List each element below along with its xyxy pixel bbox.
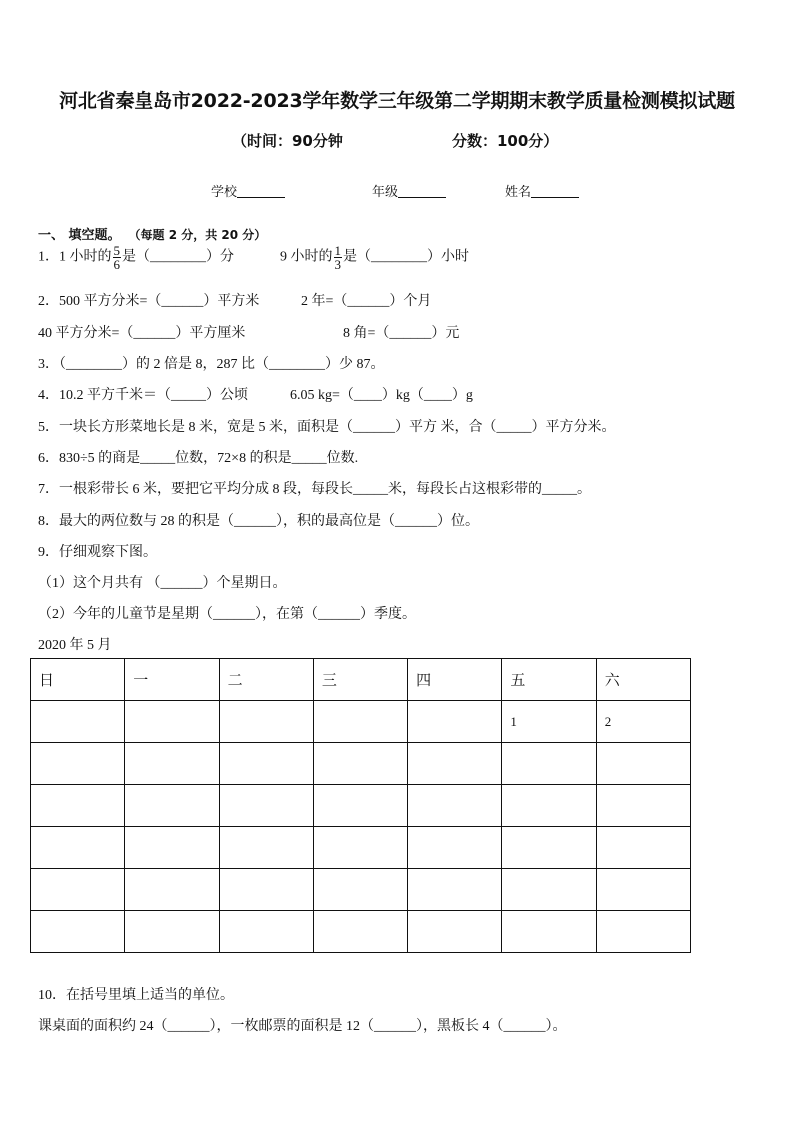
weekday-thu: 四 bbox=[408, 659, 502, 701]
question-1b bbox=[280, 244, 469, 271]
fraction-denominator: 3 bbox=[334, 257, 341, 272]
calendar-table bbox=[30, 658, 691, 953]
calendar-cell bbox=[408, 701, 502, 743]
calendar-week-row bbox=[31, 869, 691, 911]
calendar-cell bbox=[596, 869, 690, 911]
calendar-cell bbox=[596, 911, 690, 953]
q1a-prefix: 1．1 小时的 bbox=[38, 249, 112, 265]
calendar-cell bbox=[596, 785, 690, 827]
question-2b: 2 年=（______）个月 bbox=[301, 294, 432, 309]
calendar-cell bbox=[219, 869, 313, 911]
calendar-cell bbox=[313, 869, 407, 911]
calendar-cell bbox=[313, 827, 407, 869]
question-2d: 8 角=（______）元 bbox=[343, 326, 460, 341]
question-4a: 4．10.2 平方千米＝（_____）公顷 bbox=[38, 388, 248, 403]
calendar-cell bbox=[502, 911, 596, 953]
q1a-suffix: 是（________）分 bbox=[122, 249, 234, 265]
calendar-cell bbox=[31, 701, 125, 743]
question-1a bbox=[38, 244, 234, 271]
question-9-part-1: （1）这个月共有 （______）个星期日。 bbox=[38, 576, 287, 591]
calendar-cell bbox=[219, 911, 313, 953]
calendar-cell bbox=[313, 701, 407, 743]
calendar-cell bbox=[596, 743, 690, 785]
calendar-cell bbox=[408, 827, 502, 869]
calendar-week-row bbox=[31, 743, 691, 785]
page-title: 河北省秦皇岛市2022-2023学年数学三年级第二学期期末教学质量检测模拟试题 bbox=[59, 90, 735, 112]
calendar-week-row bbox=[31, 911, 691, 953]
fraction-numerator: 1 bbox=[334, 243, 341, 258]
calendar-week-row bbox=[31, 701, 691, 743]
calendar-cell bbox=[313, 911, 407, 953]
calendar-caption: 2020 年 5 月 bbox=[38, 638, 112, 653]
calendar-header-row bbox=[31, 659, 691, 701]
calendar-cell bbox=[502, 743, 596, 785]
calendar-cell bbox=[313, 785, 407, 827]
fraction-numerator: 5 bbox=[113, 243, 120, 258]
calendar-cell bbox=[219, 701, 313, 743]
calendar-cell bbox=[408, 911, 502, 953]
question-2a: 2．500 平方分米=（______）平方米 bbox=[38, 294, 260, 309]
name-field[interactable] bbox=[505, 181, 579, 200]
calendar-cell bbox=[125, 785, 219, 827]
calendar-cell bbox=[502, 827, 596, 869]
name-label: 姓名 bbox=[505, 185, 532, 200]
calendar-cell bbox=[219, 827, 313, 869]
fraction-denominator: 6 bbox=[113, 257, 120, 272]
calendar-cell bbox=[408, 785, 502, 827]
calendar-cell: 2 bbox=[596, 701, 690, 743]
weekday-sun: 日 bbox=[31, 659, 125, 701]
fraction-5-6 bbox=[113, 244, 122, 271]
calendar-cell bbox=[125, 743, 219, 785]
section-heading bbox=[38, 224, 266, 243]
calendar-cell bbox=[125, 827, 219, 869]
weekday-tue: 二 bbox=[219, 659, 313, 701]
question-10-body: 课桌面的面积约 24（______），一枚邮票的面积是 12（______），黑板长 4（______）。 bbox=[38, 1019, 567, 1034]
calendar-cell bbox=[408, 743, 502, 785]
question-5: 5．一块长方形菜地长是 8 米，宽是 5 米，面积是（______）平方 米，合（_____）平方分米。 bbox=[38, 420, 616, 435]
time-limit: （时间：90分钟 bbox=[232, 132, 343, 150]
grade-label: 年级 bbox=[372, 185, 399, 200]
calendar-cell bbox=[125, 869, 219, 911]
calendar-cell bbox=[596, 827, 690, 869]
calendar-cell bbox=[31, 911, 125, 953]
question-4b: 6.05 kg=（____）kg（____）g bbox=[290, 388, 473, 403]
weekday-fri: 五 bbox=[502, 659, 596, 701]
grade-blank[interactable] bbox=[398, 184, 446, 198]
calendar-cell bbox=[31, 869, 125, 911]
calendar-cell bbox=[502, 869, 596, 911]
total-score: 分数：100分） bbox=[452, 132, 559, 150]
section-title: 一、 填空题。 bbox=[38, 228, 121, 243]
calendar-week-row bbox=[31, 785, 691, 827]
calendar-cell bbox=[31, 743, 125, 785]
calendar-cell bbox=[219, 743, 313, 785]
calendar-cell bbox=[313, 743, 407, 785]
calendar-cell bbox=[502, 785, 596, 827]
weekday-wed: 三 bbox=[313, 659, 407, 701]
q1b-suffix: 是（________）小时 bbox=[343, 249, 469, 265]
calendar-cell: 1 bbox=[502, 701, 596, 743]
question-9: 9．仔细观察下图。 bbox=[38, 545, 157, 560]
question-6: 6．830÷5 的商是_____位数，72×8 的积是_____位数. bbox=[38, 451, 359, 466]
q1b-prefix: 9 小时的 bbox=[280, 249, 333, 265]
school-field[interactable] bbox=[211, 181, 285, 200]
calendar-cell bbox=[408, 869, 502, 911]
fraction-1-3 bbox=[334, 244, 343, 271]
weekday-mon: 一 bbox=[125, 659, 219, 701]
question-10: 10．在括号里填上适当的单位。 bbox=[38, 988, 234, 1003]
question-8: 8．最大的两位数与 28 的积是（______），积的最高位是（______）位。 bbox=[38, 514, 479, 529]
calendar-cell bbox=[31, 785, 125, 827]
question-7: 7．一根彩带长 6 米，要把它平均分成 8 段，每段长_____米，每段长占这根彩带的_____。 bbox=[38, 482, 591, 497]
calendar-cell bbox=[125, 911, 219, 953]
grade-field[interactable] bbox=[372, 181, 446, 200]
question-9-part-2: （2）今年的儿童节是星期（______），在第（______）季度。 bbox=[38, 607, 416, 622]
calendar-cell bbox=[31, 827, 125, 869]
calendar-cell bbox=[219, 785, 313, 827]
weekday-sat: 六 bbox=[596, 659, 690, 701]
calendar-cell bbox=[125, 701, 219, 743]
name-blank[interactable] bbox=[531, 184, 579, 198]
school-label: 学校 bbox=[211, 185, 238, 200]
calendar-week-row bbox=[31, 827, 691, 869]
question-3: 3．（________）的 2 倍是 8，287 比（________）少 87。 bbox=[38, 357, 385, 372]
question-2c: 40 平方分米=（______）平方厘米 bbox=[38, 326, 246, 341]
section-scoring-note: （每题 2 分，共 20 分） bbox=[134, 228, 267, 242]
school-blank[interactable] bbox=[237, 184, 285, 198]
